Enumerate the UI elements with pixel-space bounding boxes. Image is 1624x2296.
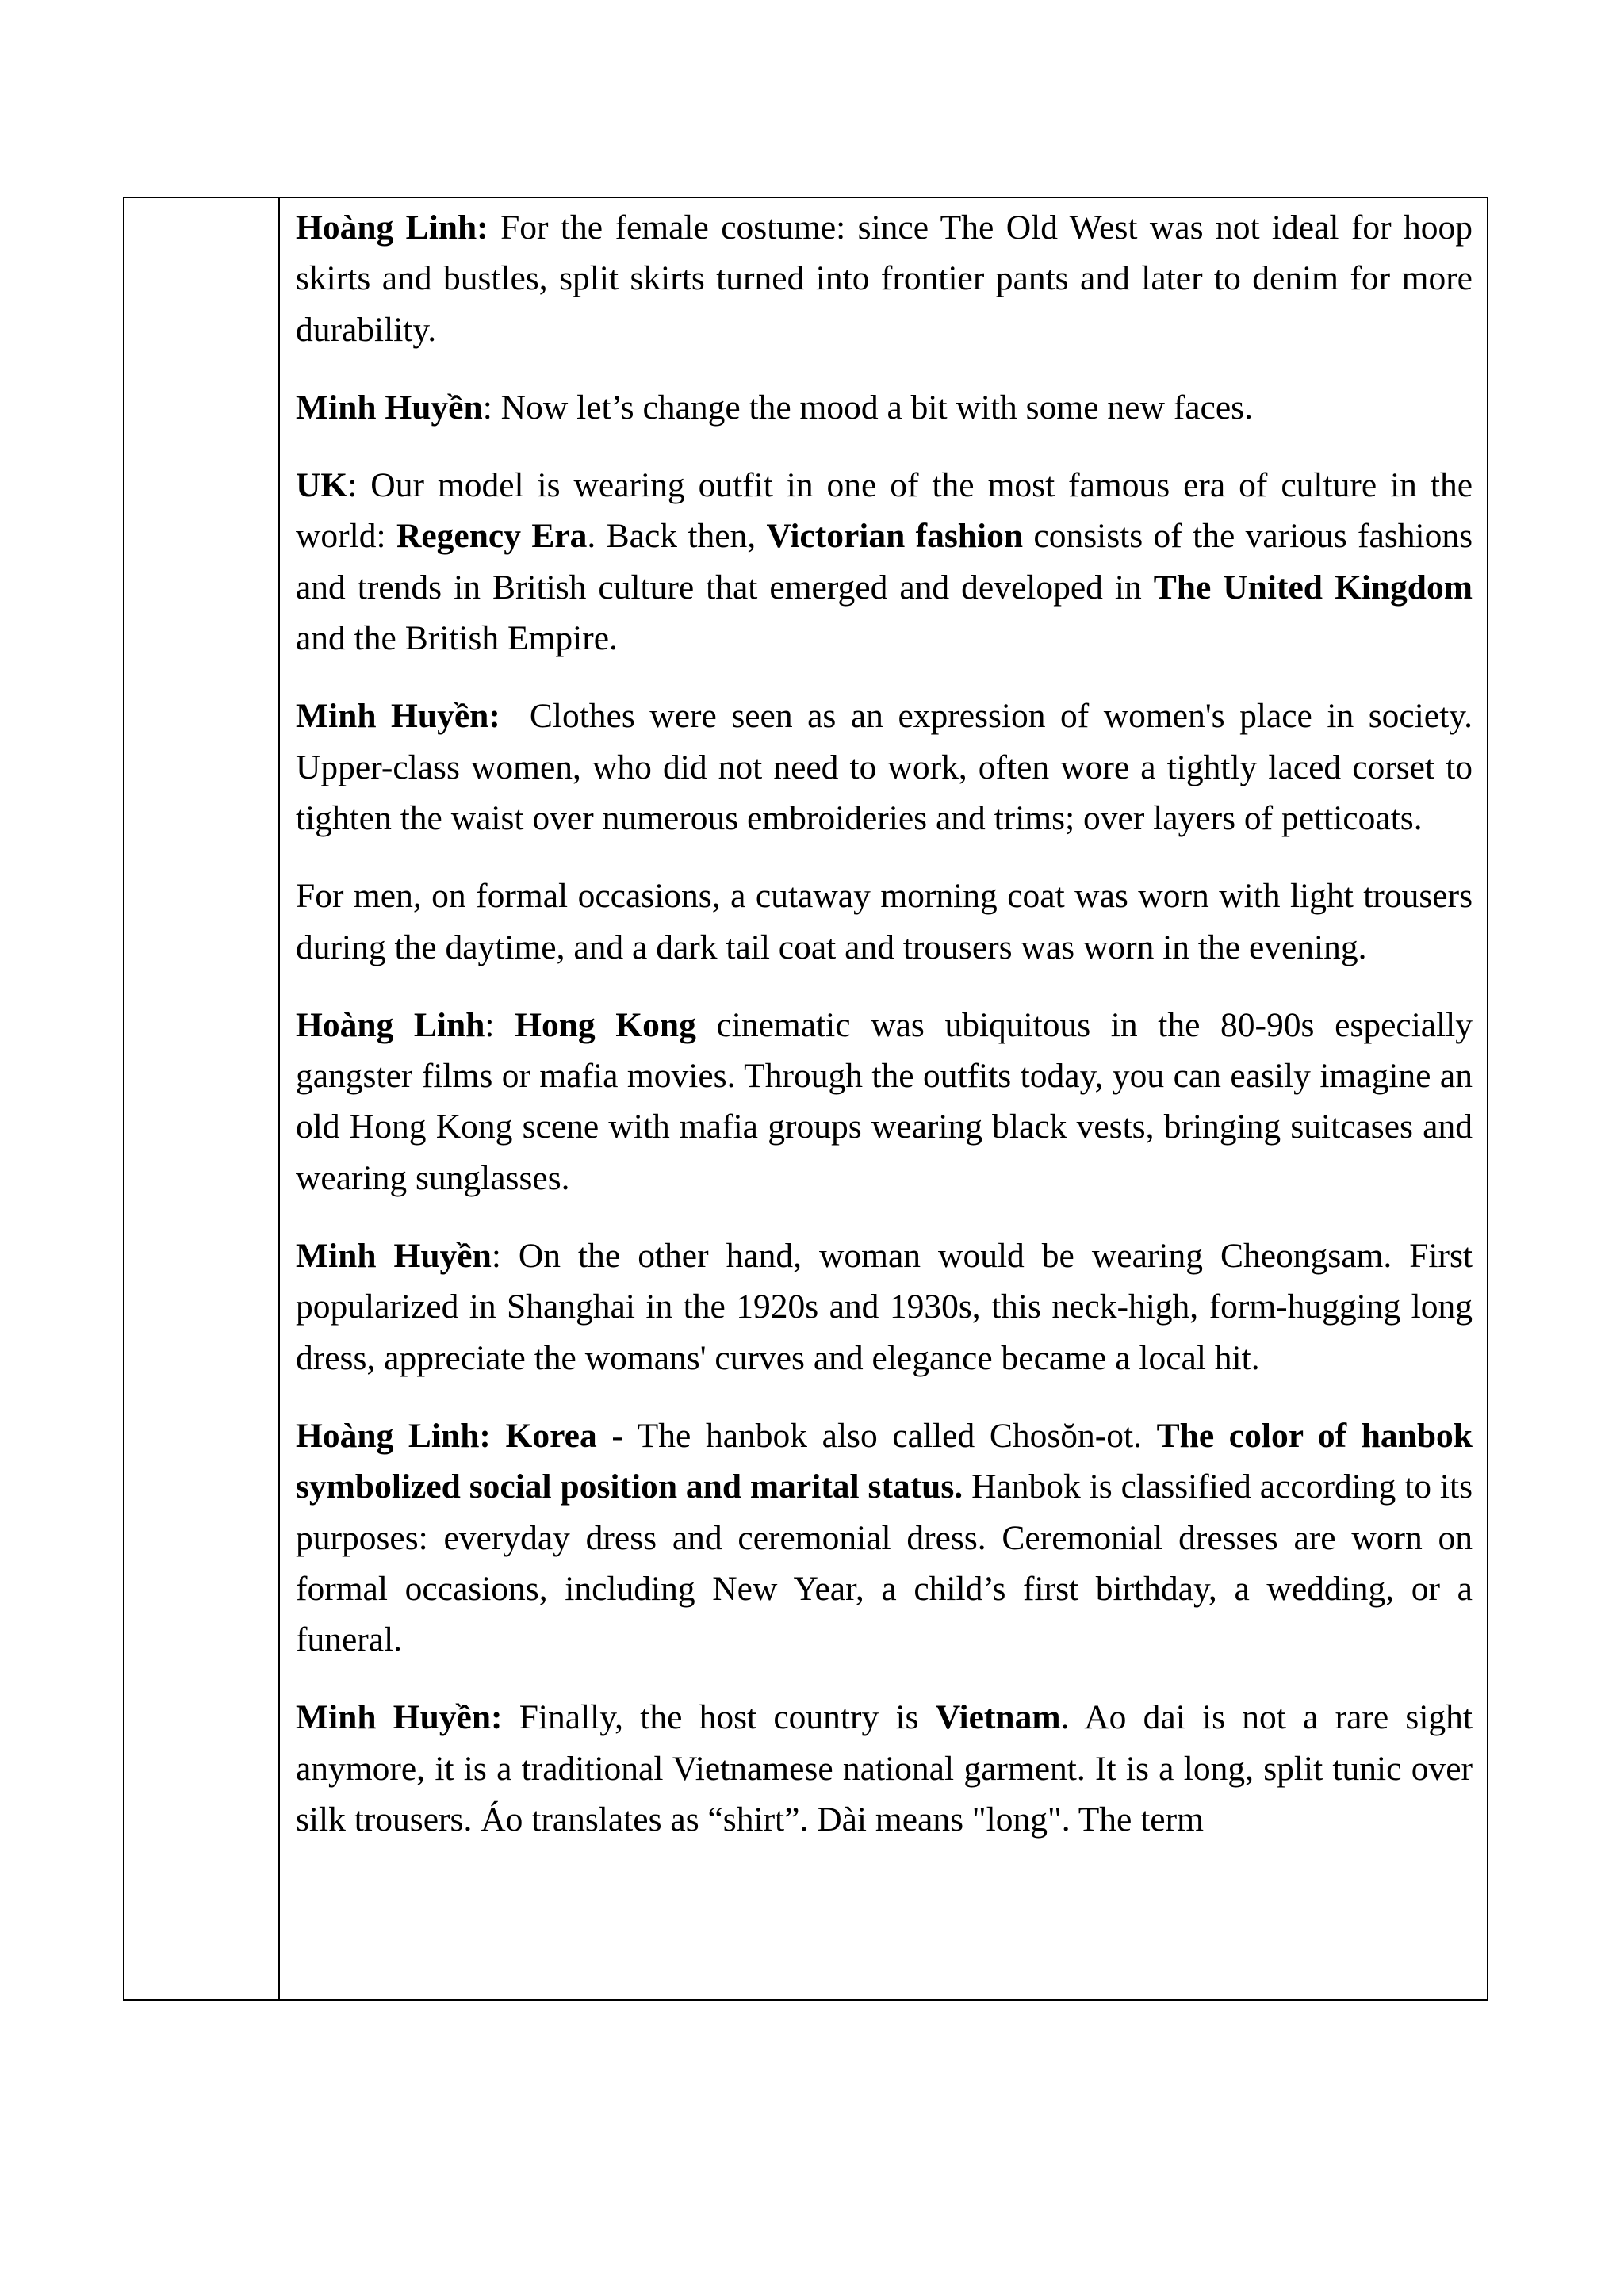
speaker-name: Hoàng Linh: Korea: [296, 1416, 597, 1455]
bold-term: Hong Kong: [515, 1005, 696, 1044]
script-table: [123, 197, 1488, 2001]
bold-term: Vietnam: [935, 1698, 1061, 1737]
script-paragraph: [296, 1230, 1473, 1383]
paragraph-text: Clothes were seen as an expression of women's place in society. Upper-class women, who did not need to work, often wore a tightly laced corset to tighten the waist over numerous embroideries and trims; over layers of petticoats.: [296, 697, 1481, 837]
paragraph-text: consists of the various fashions and trends in British culture that emerged and developed in: [296, 517, 1473, 607]
paragraph-text: and the British Empire.: [296, 619, 618, 658]
script-paragraph: [296, 1000, 1473, 1203]
speaker-name: Hoàng Linh: [296, 1005, 485, 1044]
script-paragraph: [296, 871, 1473, 973]
speaker-name: Minh Huyền:: [296, 697, 500, 736]
speaker-name: Hoàng Linh:: [296, 209, 488, 247]
paragraph-text: - The hanbok also called Chosŏn-ot.: [596, 1416, 1157, 1455]
script-paragraph: [296, 1410, 1473, 1665]
paragraph-text: For men, on formal occasions, a cutaway morning coat was worn with light trousers during the daytime, and a dark tail coat and trousers was worn in the evening.: [296, 877, 1473, 966]
paragraph-text: . Ao dai is not a rare sight anymore, it is a traditional Vietnamese national garment. It is a long, split tunic over silk trousers. Áo translates as “shirt”. Dài means "long". The term: [296, 1698, 1473, 1839]
left-column-cell: [124, 198, 280, 1999]
paragraph-text: cinematic was ubiquitous in the 80-90s especially gangster films or mafia movies. Through the outfits today, you can easily imagine an old Hong Kong scene with mafia groups wearing black vests, bringing suitcases and wearing sunglasses.: [296, 1005, 1473, 1197]
script-paragraph: [296, 202, 1473, 355]
bold-term: Victorian fashion: [766, 517, 1024, 556]
speaker-name: Minh Huyền:: [296, 1698, 503, 1737]
speaker-name: Minh Huyền: [296, 1237, 492, 1276]
paragraph-text: : Our model is wearing outfit in one of the most famous era of culture in the world:: [296, 466, 1473, 556]
paragraph-text: For the female costume: since The Old West was not ideal for hoop skirts and bustles, split skirts turned into frontier pants and later to denim for more durability.: [296, 209, 1473, 349]
speaker-name: Minh Huyền: [296, 388, 483, 427]
script-paragraph: [296, 691, 1481, 844]
script-paragraph: [296, 1692, 1473, 1845]
paragraph-text: : Now let’s change the mood a bit with some new faces.: [482, 388, 1253, 427]
speaker-name: UK: [296, 466, 348, 505]
paragraph-text: : On the other hand, woman would be wearing Cheongsam. First popularized in Shanghai in the 1920s and 1930s, this neck-high, form-hugging long dress, appreciate the womans' curves and elegance became a local hit.: [296, 1237, 1473, 1377]
bold-term: Regency Era: [396, 517, 588, 556]
script-content-cell: [280, 198, 1487, 1999]
script-paragraph: [296, 460, 1473, 664]
script-paragraph: [296, 382, 1473, 433]
paragraph-text: :: [485, 1005, 515, 1044]
paragraph-text: Finally, the host country is: [502, 1698, 936, 1737]
bold-term: The United Kingdom: [1153, 568, 1473, 607]
paragraph-text: Hanbok is classified according to its purposes: everyday dress and ceremonial dress. Ceremonial dresses are worn on formal occasions, including New Year, a child’s first birthday, a wedding, or a funeral.: [296, 1468, 1473, 1659]
paragraph-text: . Back then,: [587, 517, 767, 556]
bold-term: The color of hanbok symbolized social position and marital status.: [296, 1416, 1473, 1506]
